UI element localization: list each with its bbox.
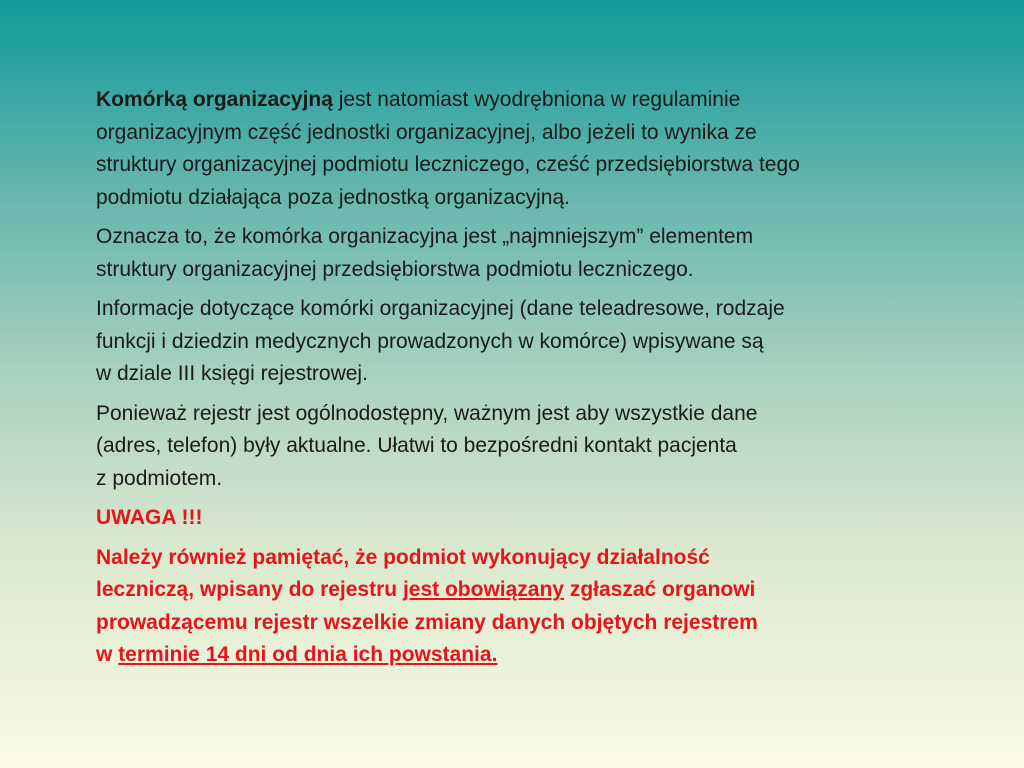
slide-content (96, 84, 976, 679)
warning-text: w (96, 643, 119, 666)
paragraph-line: funkcji i dziedzin medycznych prowadzonych w komórce) wpisywane są (96, 329, 764, 353)
paragraph-line: Oznacza to, że komórka organizacyjna jest „najmniejszym” elementem (96, 225, 754, 248)
paragraph-line: (adres, telefon) były aktualne. Ułatwi to bezpośredni kontakt pacjenta (96, 434, 737, 457)
paragraph-line: z podmiotem. (96, 466, 223, 490)
paragraph-public-register (96, 398, 976, 496)
warning-line: prowadzącemu rejestr wszelkie zmiany danych objętych rejestrem (96, 610, 758, 634)
paragraph-text: jest natomiast wyodrębniona w regulaminie (332, 88, 741, 111)
term-highlight: Komórką organizacyjną (96, 88, 333, 111)
paragraph-line: struktury organizacyjnej podmiotu leczniczego, cześć przedsiębiorstwa tego (96, 153, 800, 176)
paragraph-line: podmiotu działająca poza jednostką organizacyjną. (96, 185, 570, 209)
paragraph-line: organizacyjnym część jednostki organizacyjnej, albo jeżeli to wynika ze (96, 120, 757, 144)
paragraph-definition (96, 84, 976, 214)
warning-text: zgłaszać organowi (564, 578, 756, 601)
warning-paragraph (96, 542, 976, 672)
paragraph-line: Ponieważ rejestr jest ogólnodostępny, ważnym jest aby wszystkie dane (96, 401, 758, 425)
warning-underlined-text: terminie 14 dni od dnia ich powstania. (118, 643, 498, 666)
warning-text: leczniczą, wpisany do rejestru (96, 578, 403, 601)
warning-line (96, 639, 976, 672)
paragraph-meaning (96, 221, 976, 286)
warning-line: Należy również pamiętać, że podmiot wykonujący działalność (96, 545, 710, 569)
paragraph-line (96, 84, 976, 117)
warning-line (96, 574, 976, 607)
paragraph-information (96, 293, 976, 391)
warning-heading-text: UWAGA !!! (96, 506, 203, 529)
paragraph-line: w dziale III księgi rejestrowej. (96, 362, 368, 385)
paragraph-line: struktury organizacyjnej przedsiębiorstwa podmiotu leczniczego. (96, 257, 694, 281)
warning-underlined-text: jest obowiązany (402, 578, 564, 601)
paragraph-line: Informacje dotyczące komórki organizacyjnej (dane teleadresowe, rodzaje (96, 297, 785, 320)
warning-heading (96, 502, 976, 535)
